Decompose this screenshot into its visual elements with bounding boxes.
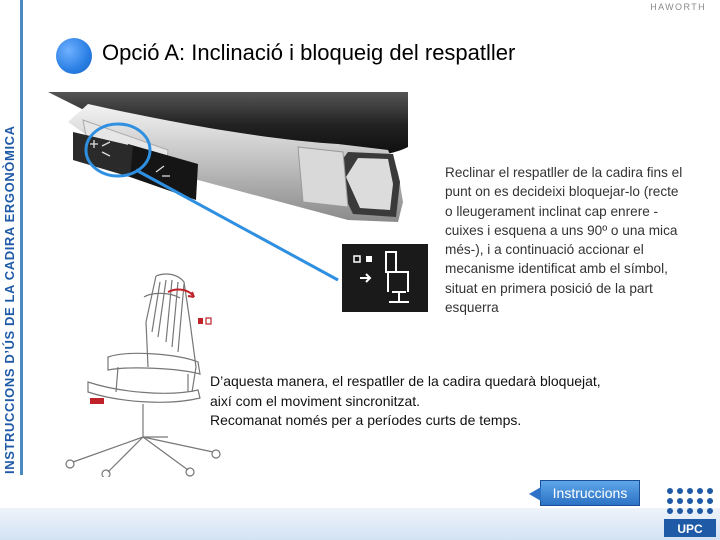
upc-logo xyxy=(664,485,716,537)
description-text: Reclinar el respatller de la cadira fins el punt on es decideixi bloquejar-lo (recte o lleugerament inclinat cap enrere -cuixes i esquena a uns 90º o una mica més-), i a continuació accionar el mecanisme identificat amb el símbol, situat en primera posició de la part esquerra xyxy=(445,165,683,316)
title-bullet-icon xyxy=(56,38,92,74)
footer-band xyxy=(0,508,720,540)
slide-title: Opció A: Inclinació i bloqueig del respatller xyxy=(102,40,516,65)
instructions-button[interactable]: Instruccions xyxy=(540,480,640,506)
chair-drawing xyxy=(66,274,220,477)
note-line-2: així com el moviment sincronitzat. xyxy=(210,392,421,409)
lock-symbol-icon xyxy=(342,244,428,312)
note-line-3: Recomanat només per a períodes curts de temps. xyxy=(210,412,522,428)
sidebar-title: INSTRUCCIONS D’ÚS DE LA CADIRA ERGONÒMICA xyxy=(2,125,17,474)
sidebar xyxy=(0,0,20,475)
note-line-1: D’aquesta manera, el respatller de la cadira quedarà bloquejat, xyxy=(210,373,601,389)
note-text xyxy=(210,372,690,431)
haworth-logo: HAWORTH xyxy=(650,2,706,12)
upc-logo-text: UPC xyxy=(677,522,703,536)
sidebar-divider xyxy=(20,0,23,475)
seat-mechanism-photo xyxy=(48,92,408,227)
